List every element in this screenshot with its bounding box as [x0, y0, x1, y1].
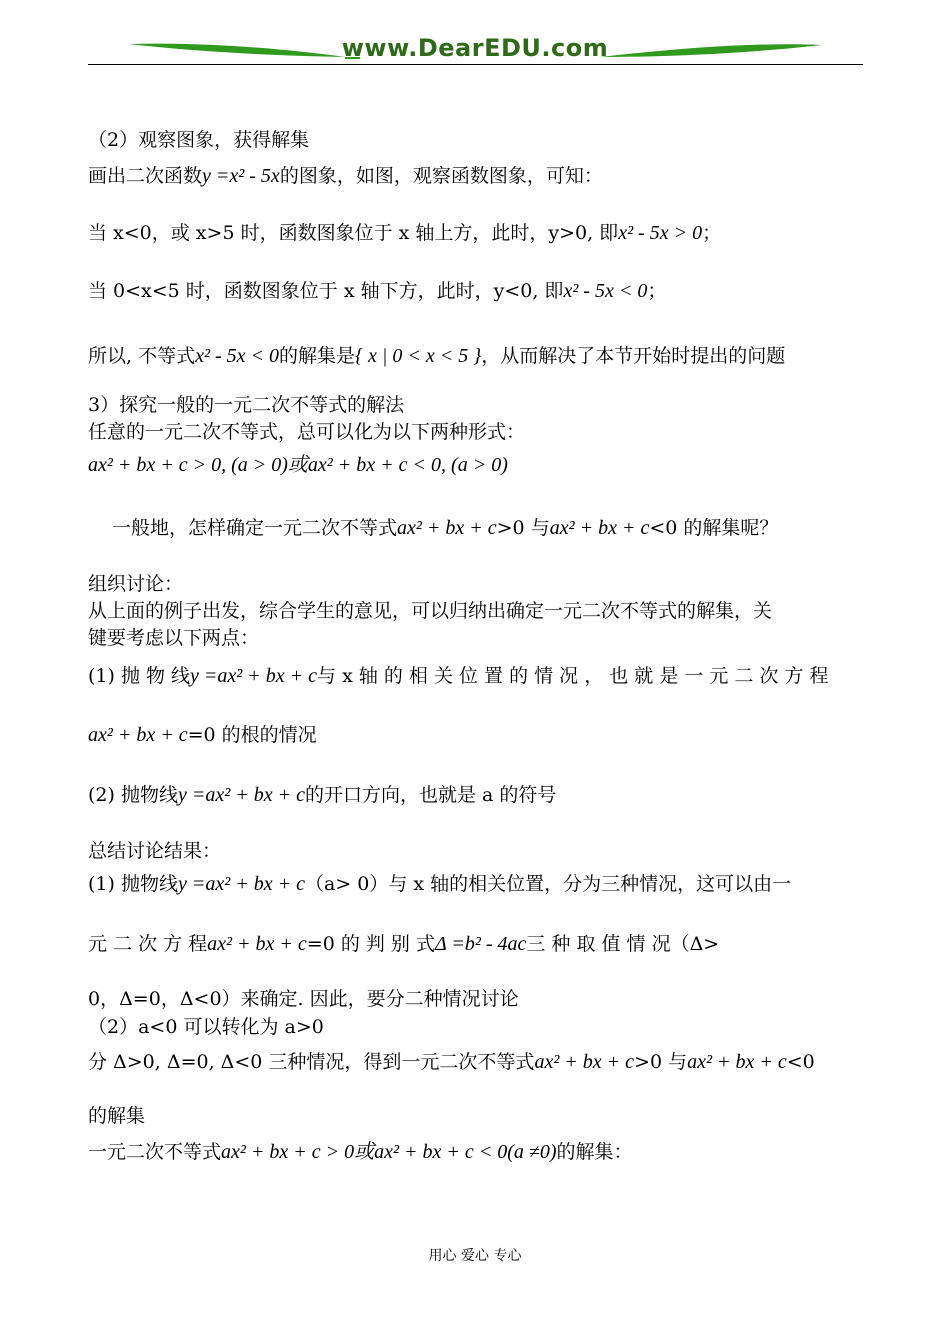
- section-heading: 3）探究一般的一元二次不等式的解法: [88, 394, 405, 416]
- text-line: (1) 抛 物 线y =ax² + bx + c与 x 轴 的 相 关 位 置 的 情 况 ， 也 就 是 一 元 二 次 方 程: [88, 665, 829, 687]
- site-logo-text: www.DearEDU.com: [341, 34, 609, 62]
- header-rule: [88, 64, 863, 65]
- text-line: 的解集: [88, 1105, 146, 1127]
- text-line: 总结讨论结果：: [88, 840, 222, 862]
- text-line: 键要考虑以下两点：: [88, 627, 260, 649]
- text-line: 元 二 次 方 程ax² + bx + c=0 的 判 别 式Δ =b² - 4ac三 种 取 值 情 况（Δ>: [88, 933, 720, 955]
- text-line: 当 0<x<5 时，函数图象位于 x 轴下方，此时，y<0, 即x² - 5x < 0；: [88, 280, 667, 302]
- page-header: [0, 0, 950, 80]
- text-line: （2）a<0 可以转化为 a>0: [88, 1016, 324, 1038]
- text-line: 当 x<0，或 x>5 时，函数图象位于 x 轴上方，此时，y>0, 即x² - 5x > 0；: [88, 222, 722, 244]
- text-line: 一般地，怎样确定一元二次不等式ax² + bx + c>0 与ax² + bx + c<0 的解集呢？: [112, 517, 779, 539]
- text-line: 0，Δ=0，Δ<0）来确定. 因此，要分二种情况讨论: [88, 988, 519, 1010]
- text-line: 组织讨论：: [88, 573, 184, 595]
- text-line: 一元二次不等式ax² + bx + c > 0或ax² + bx + c < 0(a ≠0)的解集：: [88, 1141, 633, 1163]
- text-line: 画出二次函数y =x² - 5x的图象，如图，观察函数图象，可知：: [88, 165, 603, 187]
- text-line: （2）观察图象，获得解集: [88, 129, 310, 151]
- text-line: ax² + bx + c=0 的根的情况: [88, 724, 317, 746]
- math-line: ax² + bx + c > 0, (a > 0)或ax² + bx + c < 0, (a > 0): [88, 454, 508, 476]
- text-line: 所以, 不等式x² - 5x < 0的解集是{ x | 0 < x < 5 }，从而解决了本节开始时提出的问题: [88, 345, 786, 367]
- text-line: (1) 抛物线y =ax² + bx + c（a> 0）与 x 轴的相关位置，分为三种情况，这可以由一: [88, 873, 792, 895]
- page-footer: 用心 爱心 专心: [428, 1248, 522, 1264]
- text-line: 任意的一元二次不等式，总可以化为以下两种形式：: [88, 421, 526, 443]
- text-line: (2) 抛物线y =ax² + bx + c的开口方向，也就是 a 的符号: [88, 784, 557, 806]
- text-line: 分 Δ>0, Δ=0, Δ<0 三种情况，得到一元二次不等式ax² + bx + c>0 与ax² + bx + c<0: [88, 1051, 815, 1073]
- text-line: 从上面的例子出发，综合学生的意见，可以归纳出确定一元二次不等式的解集，关: [88, 600, 773, 622]
